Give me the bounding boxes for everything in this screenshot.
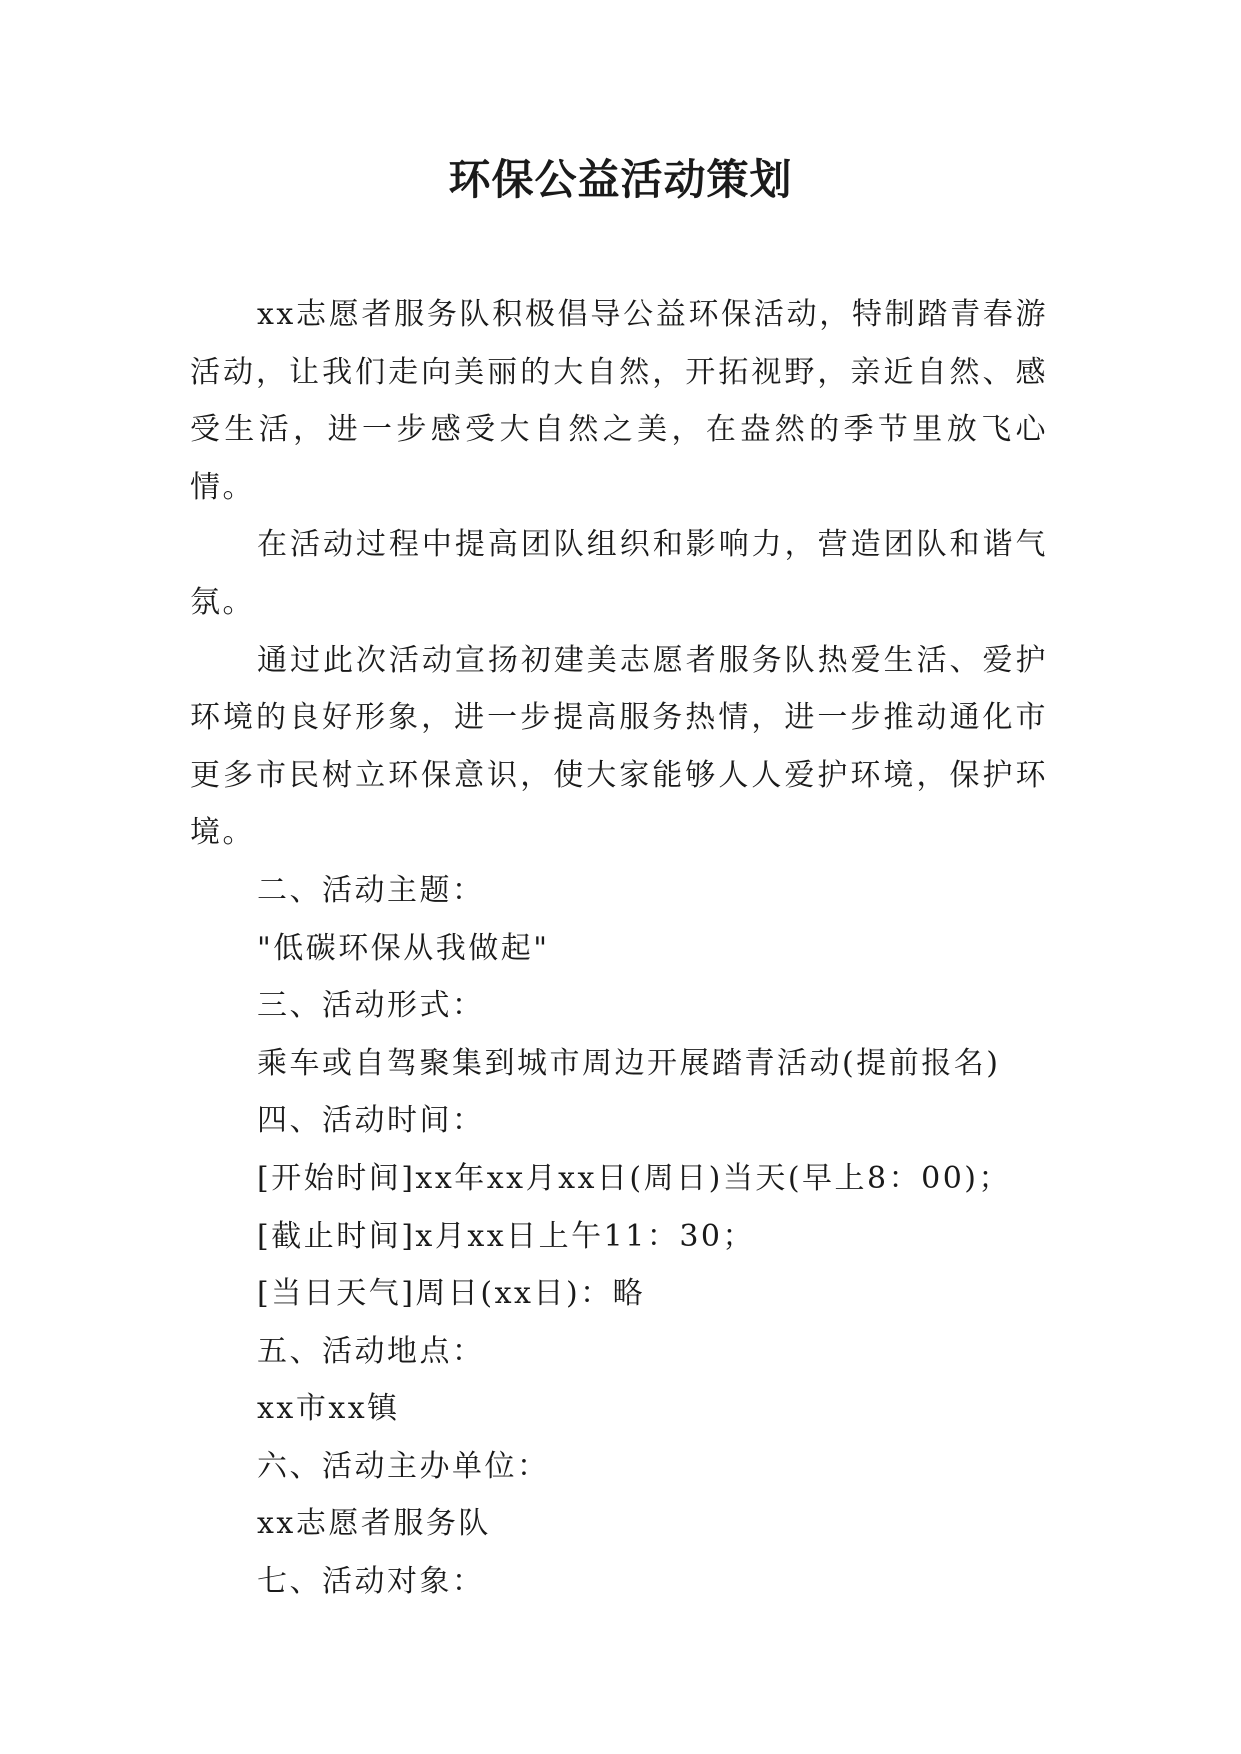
document-body — [190, 286, 1048, 1611]
document-title: 环保公益活动策划 — [448, 155, 793, 204]
section-heading-organizer: 六、活动主办单位： — [257, 1448, 550, 1484]
location-text: xx市xx镇 — [257, 1391, 400, 1427]
organizer-text: xx志愿者服务队 — [257, 1506, 491, 1542]
purpose-paragraph: 通过此次活动宣扬初建美志愿者服务队热爱生活、爱护环境的良好形象，进一步提高服务热情，进一步推动通化市更多市民树立环保意识，使大家能够人人爱护环境，保护环境。 — [190, 642, 1048, 851]
section-heading-location: 五、活动地点： — [257, 1333, 485, 1369]
section-heading-format: 三、活动形式： — [257, 988, 485, 1024]
goal-paragraph: 在活动过程中提高团队组织和影响力，营造团队和谐气氛。 — [190, 527, 1048, 620]
format-text: 乘车或自驾聚集到城市周边开展踏青活动(提前报名) — [257, 1045, 1001, 1081]
section-heading-audience: 七、活动对象： — [257, 1564, 485, 1600]
section-heading-theme: 二、活动主题： — [257, 872, 485, 908]
end-time-text: [截止时间]x月xx日上午11：30； — [257, 1218, 756, 1254]
weather-text: [当日天气]周日(xx日)：略 — [257, 1276, 646, 1312]
start-time-text: [开始时间]xx年xx月xx日(周日)当天(早上8：00)； — [257, 1160, 1011, 1196]
intro-paragraph: xx志愿者服务队积极倡导公益环保活动，特制踏青春游活动，让我们走向美丽的大自然，开拓视野，亲近自然、感受生活，进一步感受大自然之美，在盎然的季节里放飞心情。 — [190, 297, 1048, 505]
theme-text: "低碳环保从我做起" — [257, 930, 550, 966]
section-heading-time: 四、活动时间： — [257, 1103, 485, 1139]
